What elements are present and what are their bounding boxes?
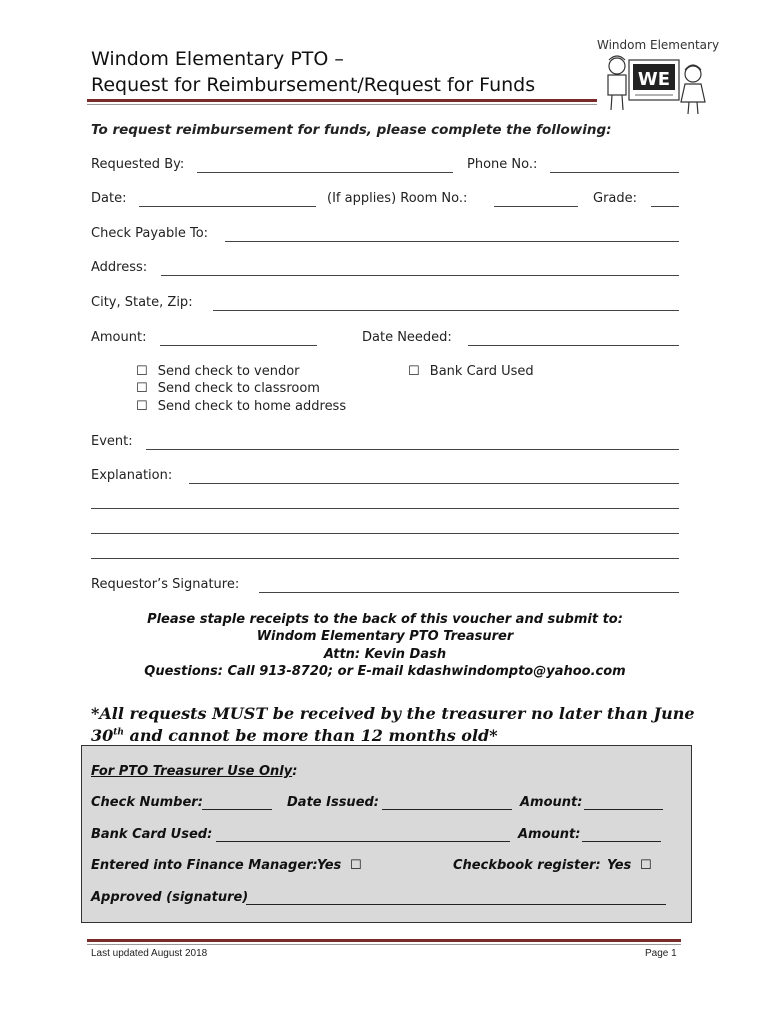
- submit-line-2: Windom Elementary PTO Treasurer: [256, 629, 514, 644]
- footer-rule-thin: [87, 944, 681, 945]
- city-label: City, State, Zip:: [91, 295, 193, 310]
- option-classroom[interactable]: [136, 381, 320, 396]
- phone-label: Phone No.:: [467, 157, 538, 172]
- submit-line-1: Please staple receipts to the back of this voucher and submit to:: [147, 612, 623, 627]
- checkbox-icon[interactable]: ☐: [408, 364, 420, 379]
- explanation-field[interactable]: [189, 483, 679, 484]
- submit-line-3: Attn: Kevin Dash: [323, 647, 447, 662]
- date-issued-label: Date Issued:: [287, 795, 380, 810]
- address-label: Address:: [91, 260, 148, 275]
- header-rule-thin: [87, 104, 597, 105]
- header-rule: [87, 99, 597, 102]
- title-line-1: Windom Elementary PTO –: [91, 48, 344, 70]
- option-home[interactable]: [136, 399, 346, 414]
- logo-mark-text: WE: [637, 69, 671, 90]
- address-field[interactable]: [161, 275, 679, 276]
- option-vendor-label: Send check to vendor: [157, 364, 300, 379]
- logo-illustration-icon: [597, 52, 712, 118]
- finance-manager-yes-label: Yes: [317, 858, 342, 873]
- explanation-label: Explanation:: [91, 468, 173, 483]
- bank-card-used-label: Bank Card Used:: [91, 827, 213, 842]
- finance-manager-label: Entered into Finance Manager:: [91, 858, 318, 873]
- checkbox-icon[interactable]: ☐: [136, 399, 148, 414]
- amount-card-field[interactable]: [582, 841, 661, 842]
- option-classroom-label: Send check to classroom: [157, 381, 320, 396]
- room-field[interactable]: [494, 206, 578, 207]
- check-number-label: Check Number:: [91, 795, 203, 810]
- title-line-2: Request for Reimbursement/Request for Funds: [91, 74, 536, 96]
- date-field[interactable]: [139, 206, 316, 207]
- option-vendor[interactable]: [136, 364, 300, 379]
- signature-field[interactable]: [259, 592, 679, 593]
- room-label: (If applies) Room No.:: [327, 191, 468, 206]
- finance-manager-checkbox-icon[interactable]: ☐: [350, 858, 362, 873]
- event-field[interactable]: [146, 449, 679, 450]
- amount-label: Amount:: [91, 330, 147, 345]
- event-label: Event:: [91, 434, 133, 449]
- date-needed-label: Date Needed:: [362, 330, 452, 345]
- deadline-notice-2: 30th and cannot be more than 12 months old*: [91, 726, 498, 745]
- checkbook-yes-label: Yes: [607, 858, 632, 873]
- date-issued-field[interactable]: [382, 809, 512, 810]
- checkbox-icon[interactable]: ☐: [136, 381, 148, 396]
- amount-issued-label: Amount:: [520, 795, 583, 810]
- explanation-line-2[interactable]: [91, 508, 679, 509]
- checkbook-checkbox-icon[interactable]: ☐: [640, 858, 652, 873]
- explanation-line-4[interactable]: [91, 558, 679, 559]
- amount-field[interactable]: [160, 345, 317, 346]
- date-needed-field[interactable]: [468, 345, 679, 346]
- footer-page: Page 1: [645, 948, 677, 959]
- footer-rule: [87, 939, 681, 942]
- grade-field[interactable]: [651, 206, 679, 207]
- option-bank-card[interactable]: [408, 364, 534, 379]
- approved-label: Approved (signature): [91, 890, 249, 905]
- signature-label: Requestor’s Signature:: [91, 577, 240, 592]
- treasurer-heading: For PTO Treasurer Use Only:: [91, 764, 298, 779]
- payable-label: Check Payable To:: [91, 226, 209, 241]
- deadline-notice-1: *All requests MUST be received by the treasurer no later than June: [91, 704, 695, 723]
- requested-by-label: Requested By:: [91, 157, 185, 172]
- amount-issued-field[interactable]: [584, 809, 663, 810]
- phone-field[interactable]: [550, 172, 679, 173]
- checkbox-icon[interactable]: ☐: [136, 364, 148, 379]
- option-bank-card-label: Bank Card Used: [429, 364, 534, 379]
- approved-signature-field[interactable]: [246, 904, 666, 905]
- bank-card-used-field[interactable]: [216, 841, 510, 842]
- school-logo: [597, 38, 720, 118]
- explanation-line-3[interactable]: [91, 533, 679, 534]
- payable-field[interactable]: [225, 241, 679, 242]
- requested-by-field[interactable]: [197, 172, 453, 173]
- date-label: Date:: [91, 191, 127, 206]
- intro-text: To request reimbursement for funds, please complete the following:: [91, 122, 612, 138]
- submit-line-4: Questions: Call 913-8720; or E-mail kdashwindompto@yahoo.com: [144, 664, 626, 679]
- grade-label: Grade:: [593, 191, 638, 206]
- checkbook-register-label: Checkbook register:: [453, 858, 601, 873]
- footer-updated: Last updated August 2018: [91, 948, 208, 959]
- amount-card-label: Amount:: [518, 827, 581, 842]
- city-field[interactable]: [213, 310, 679, 311]
- logo-text: Windom Elementary: [597, 38, 720, 52]
- option-home-label: Send check to home address: [157, 399, 347, 414]
- check-number-field[interactable]: [202, 809, 272, 810]
